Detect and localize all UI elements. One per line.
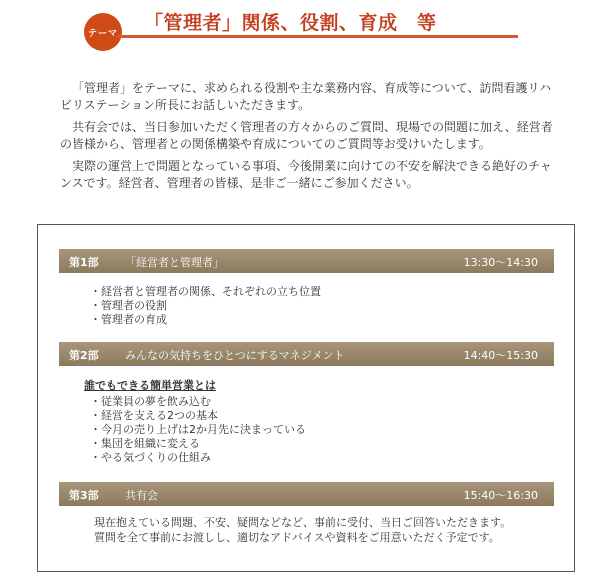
list-item: ・ 経営を支える2つの基本: [90, 409, 306, 423]
program-box: [37, 224, 575, 572]
list-item: ・ 今月の売り上げは2か月先に決まっている: [90, 423, 306, 437]
intro-paragraph-2: 共有会では、当日参加いただく管理者の方々からのご質問、現場での問題に加え、経営者の皆様から、管理者との関係構築や育成についてのご質問等お受けいたします。: [60, 120, 553, 151]
part1-number: 第1部: [69, 256, 99, 269]
part3-text: [94, 515, 564, 545]
intro-paragraph-1: 「管理者」をテーマに、求められる役割や主な業務内容、育成等について、訪問看護リハビリステーション所長にお話しいただきます。: [60, 81, 552, 112]
part1-list: [90, 285, 321, 327]
part2-subhead: 誰でもできる簡単営業とは: [84, 379, 216, 392]
title-underline: [118, 35, 518, 38]
theme-badge: テーマ: [84, 13, 122, 51]
list-item: ・ 管理者の役割: [90, 299, 321, 313]
part3-line-2: 質問を全て事前にお渡しし、適切なアドバイスや資料をご用意いただく予定です。: [94, 531, 500, 544]
part1-header: [59, 249, 554, 273]
part1-title: 「経営者と管理者」: [125, 256, 224, 269]
part1-time: 13:30〜14:30: [463, 256, 538, 269]
part3-time: 15:40〜16:30: [463, 489, 538, 502]
list-item: ・ 従業員の夢を飲み込む: [90, 395, 306, 409]
part3-line-1: 現在抱えている問題、不安、疑問などなど、事前に受付、当日ご回答いただきます。: [94, 516, 512, 529]
part2-title: みんなの気持ちをひとつにするマネジメント: [125, 349, 345, 362]
intro-paragraph-3: 実際の運営上で問題となっている事項、今後開業に向けての不安を解決できる絶好のチャンスです。経営者、管理者の皆様、是非ご一緒にご参加ください。: [60, 159, 552, 190]
list-item: ・ 経営者と管理者の関係、それぞれの立ち位置: [90, 285, 321, 299]
part2-time: 14:40〜15:30: [463, 349, 538, 362]
part2-header: [59, 342, 554, 366]
list-item: ・ 集団を組織に変える: [90, 437, 306, 451]
intro-text: [60, 80, 560, 197]
part3-title: 共有会: [125, 489, 158, 502]
part3-number: 第3部: [69, 489, 99, 502]
list-item: ・ やる気づくりの仕組み: [90, 451, 306, 465]
part2-list: [90, 395, 306, 465]
list-item: ・ 管理者の育成: [90, 313, 321, 327]
part3-header: [59, 482, 554, 506]
part2-number: 第2部: [69, 349, 99, 362]
page-title: 「管理者」関係、役割、育成 等: [144, 12, 437, 34]
